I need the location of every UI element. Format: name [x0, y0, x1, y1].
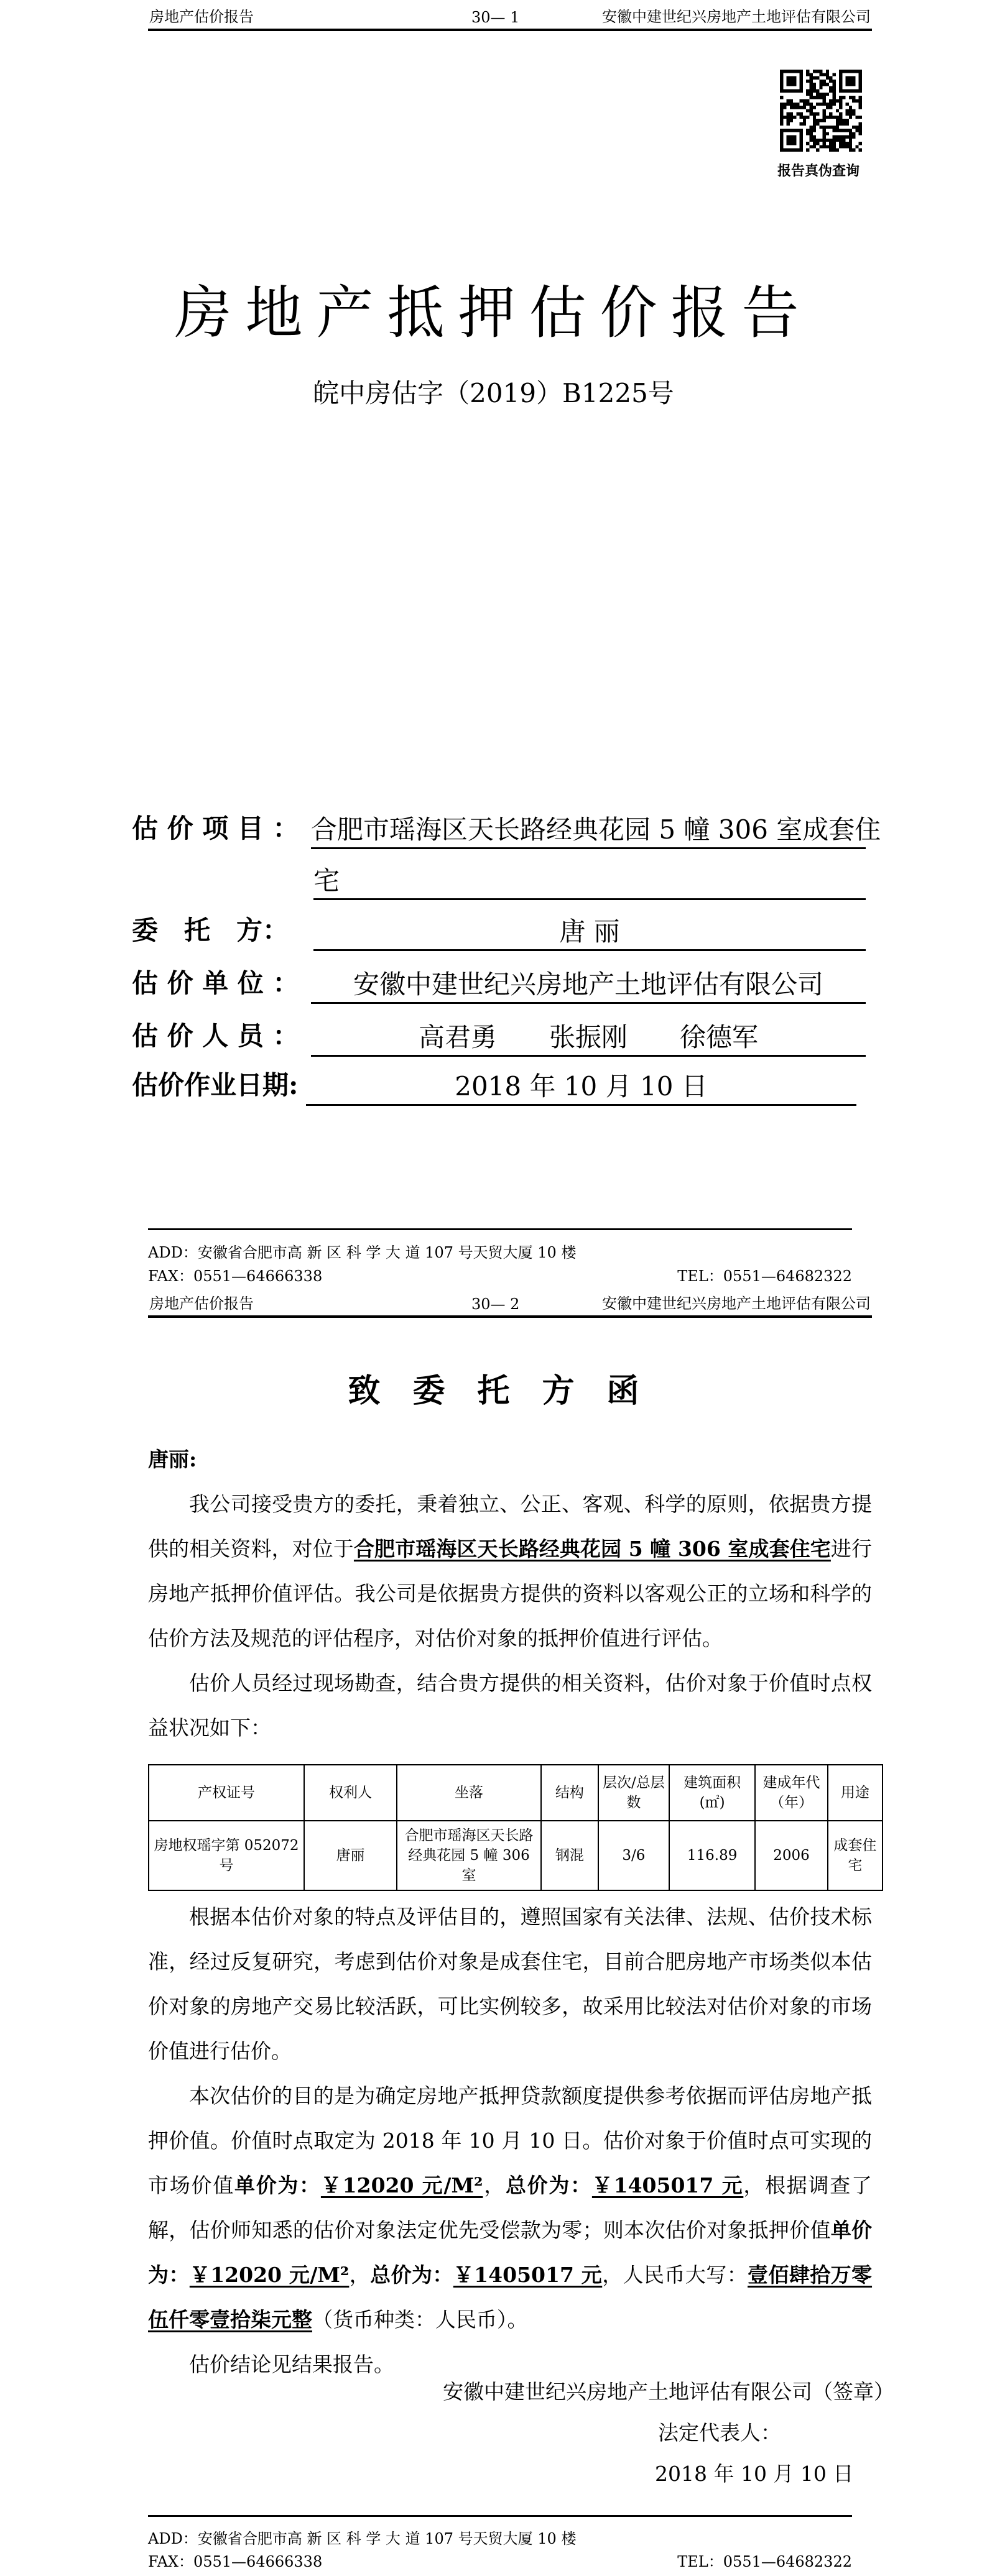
property-address: 合肥市瑶海区天长路经典花园 5 幢 306 室成套住宅 [353, 1537, 831, 1561]
paragraph-survey: 估价人员经过现场勘查，结合贵方提供的相关资料，估价对象于价值时点权益状况如下： [148, 1671, 872, 1740]
column-header: 权利人 [304, 1765, 397, 1821]
column-header: 坐落 [397, 1765, 541, 1821]
field-value: 宅 [313, 863, 866, 900]
column-header: 建筑面积(㎡) [669, 1765, 755, 1821]
header-page-number: 30— 1 [471, 9, 520, 26]
field-value: 唐 丽 [313, 914, 866, 951]
letter-title: 致委托方函 [348, 1372, 672, 1410]
cell-cert-no: 房地权瑶字第 052072 号 [149, 1821, 304, 1890]
column-header: 用途 [828, 1765, 883, 1821]
paragraph-intro: 我公司接受贵方的委托，秉着独立、公正、客观、科学的原则，依据贵方提供的相关资料，对位于合肥市瑶海区天长路经典花园 5 幢 306 室成套住宅进行房地产抵押价值评估。我公司是依据贵方提供的资料以客观公正的立场和科学的估价方法及规范的评估程序，对估价对象的抵押价值进行评估。 [148, 1492, 872, 1650]
field-date [132, 1069, 856, 1106]
header-report-type: 房地产估价报告 [149, 8, 254, 25]
field-appraisers [132, 1019, 866, 1057]
header-report-type: 房地产估价报告 [149, 1295, 254, 1312]
footer-tel: TEL：0551—64682322 [677, 1267, 852, 1285]
field-label: 估 价 人 员 ： [132, 1021, 299, 1051]
header-company: 安徽中建世纪兴房地产土地评估有限公司 [602, 1295, 871, 1312]
cell-structure: 钢混 [541, 1821, 598, 1890]
field-label: 估价作业日期: [132, 1070, 299, 1100]
report-title: 房地产抵押估价报告 [174, 280, 813, 346]
header-page-number: 30— 2 [471, 1295, 520, 1313]
column-header: 产权证号 [149, 1765, 304, 1821]
column-header: 结构 [541, 1765, 598, 1821]
field-value: 高君勇 张振刚 徐德军 [311, 1020, 866, 1057]
cell-usage: 成套住宅 [828, 1821, 883, 1890]
cell-area: 116.89 [669, 1821, 755, 1890]
total-price: ￥1405017 元 [591, 2173, 744, 2197]
footer-address: ADD：安徽省合肥市高 新 区 科 学 大 道 107 号天贸大厦 10 楼 [148, 1244, 577, 1261]
field-project-cont [132, 863, 866, 900]
property-table [148, 1764, 883, 1891]
signature-date: 2018 年 10 月 10 日 [655, 2462, 854, 2486]
field-value: 安徽中建世纪兴房地产土地评估有限公司 [311, 967, 866, 1004]
footer-fax: FAX：0551—64666338 [148, 1267, 323, 1285]
field-label: 估 价 项 目 ： [132, 813, 299, 844]
header-company: 安徽中建世纪兴房地产土地评估有限公司 [602, 8, 871, 25]
amount-in-words: 壹佰肆拾万零伍仟零壹拾柒元整 [148, 2263, 873, 2332]
field-project [132, 812, 881, 849]
paragraph-conclusion: 估价结论见结果报告。 [189, 2352, 394, 2376]
letter-body-top [148, 1437, 872, 1750]
cell-owner: 唐丽 [304, 1821, 397, 1890]
page-header [148, 1290, 872, 1318]
mortgage-total-price: ￥1405017 元 [453, 2263, 603, 2287]
cell-floor: 3/6 [598, 1821, 669, 1890]
paragraph-valuation: 本次估价的目的是为确定房地产抵押贷款额度提供参考依据而评估房地产抵押价值。价值时点取定为 2018 年 10 月 10 日。估价对象于价值时点可实现的市场价值单价为：￥12020 元/M²，总价为：￥1405017 元，根据调查了解，估价师知悉的估价对象法定优先受偿款为零；则本次估价对象抵押价值单价为：￥12020 元/M²，总价为：￥1405017 元，人民币大写：壹佰肆拾万零伍仟零壹拾柒元整（货币种类：人民币）。 [148, 2084, 873, 2332]
footer-divider [148, 1228, 852, 1230]
signature-legal-rep: 法定代表人： [658, 2421, 781, 2445]
salutation: 唐丽: [148, 1447, 197, 1471]
field-value: 2018 年 10 月 10 日 [306, 1069, 856, 1106]
table-row [149, 1821, 883, 1890]
field-value: 合肥市瑶海区天长路经典花园 5 幢 306 室成套住 [311, 812, 866, 849]
table-header-row [149, 1765, 883, 1821]
paragraph-method: 根据本估价对象的特点及评估目的，遵照国家有关法律、法规、估价技术标准，经过反复研究，考虑到估价对象是成套住宅，目前合肥房地产市场类似本估价对象的房地产交易比较活跃，可比实例较多，故采用比较法对估价对象的市场价值进行估价。 [148, 1905, 872, 2063]
footer-tel: TEL：0551—64682322 [677, 2553, 852, 2570]
field-label: 估 价 单 位 ： [132, 968, 299, 998]
field-appraiser-unit [132, 967, 866, 1004]
footer-address: ADD：安徽省合肥市高 新 区 科 学 大 道 107 号天贸大厦 10 楼 [148, 2530, 577, 2547]
cell-location: 合肥市瑶海区天长路经典花园 5 幢 306 室 [397, 1821, 541, 1890]
unit-price: ￥12020 元/M² [320, 2173, 483, 2197]
column-header: 层次/总层数 [598, 1765, 669, 1821]
footer-fax: FAX：0551—64666338 [148, 2553, 323, 2570]
page-header [148, 4, 872, 31]
footer-divider [148, 2515, 852, 2517]
column-header: 建成年代（年） [755, 1765, 828, 1821]
mortgage-unit-price: ￥12020 元/M² [189, 2263, 350, 2287]
letter-body-bottom [148, 1895, 872, 2387]
report-number: 皖中房估字（2019）B1225号 [313, 378, 674, 408]
signature-company: 安徽中建世纪兴房地产土地评估有限公司（签章） [443, 2380, 894, 2404]
qr-caption: 报告真伪查询 [777, 163, 860, 179]
cell-year: 2006 [755, 1821, 828, 1890]
qr-code[interactable] [779, 70, 863, 152]
field-client [132, 914, 866, 951]
field-label: 委 托 方： [132, 915, 289, 945]
